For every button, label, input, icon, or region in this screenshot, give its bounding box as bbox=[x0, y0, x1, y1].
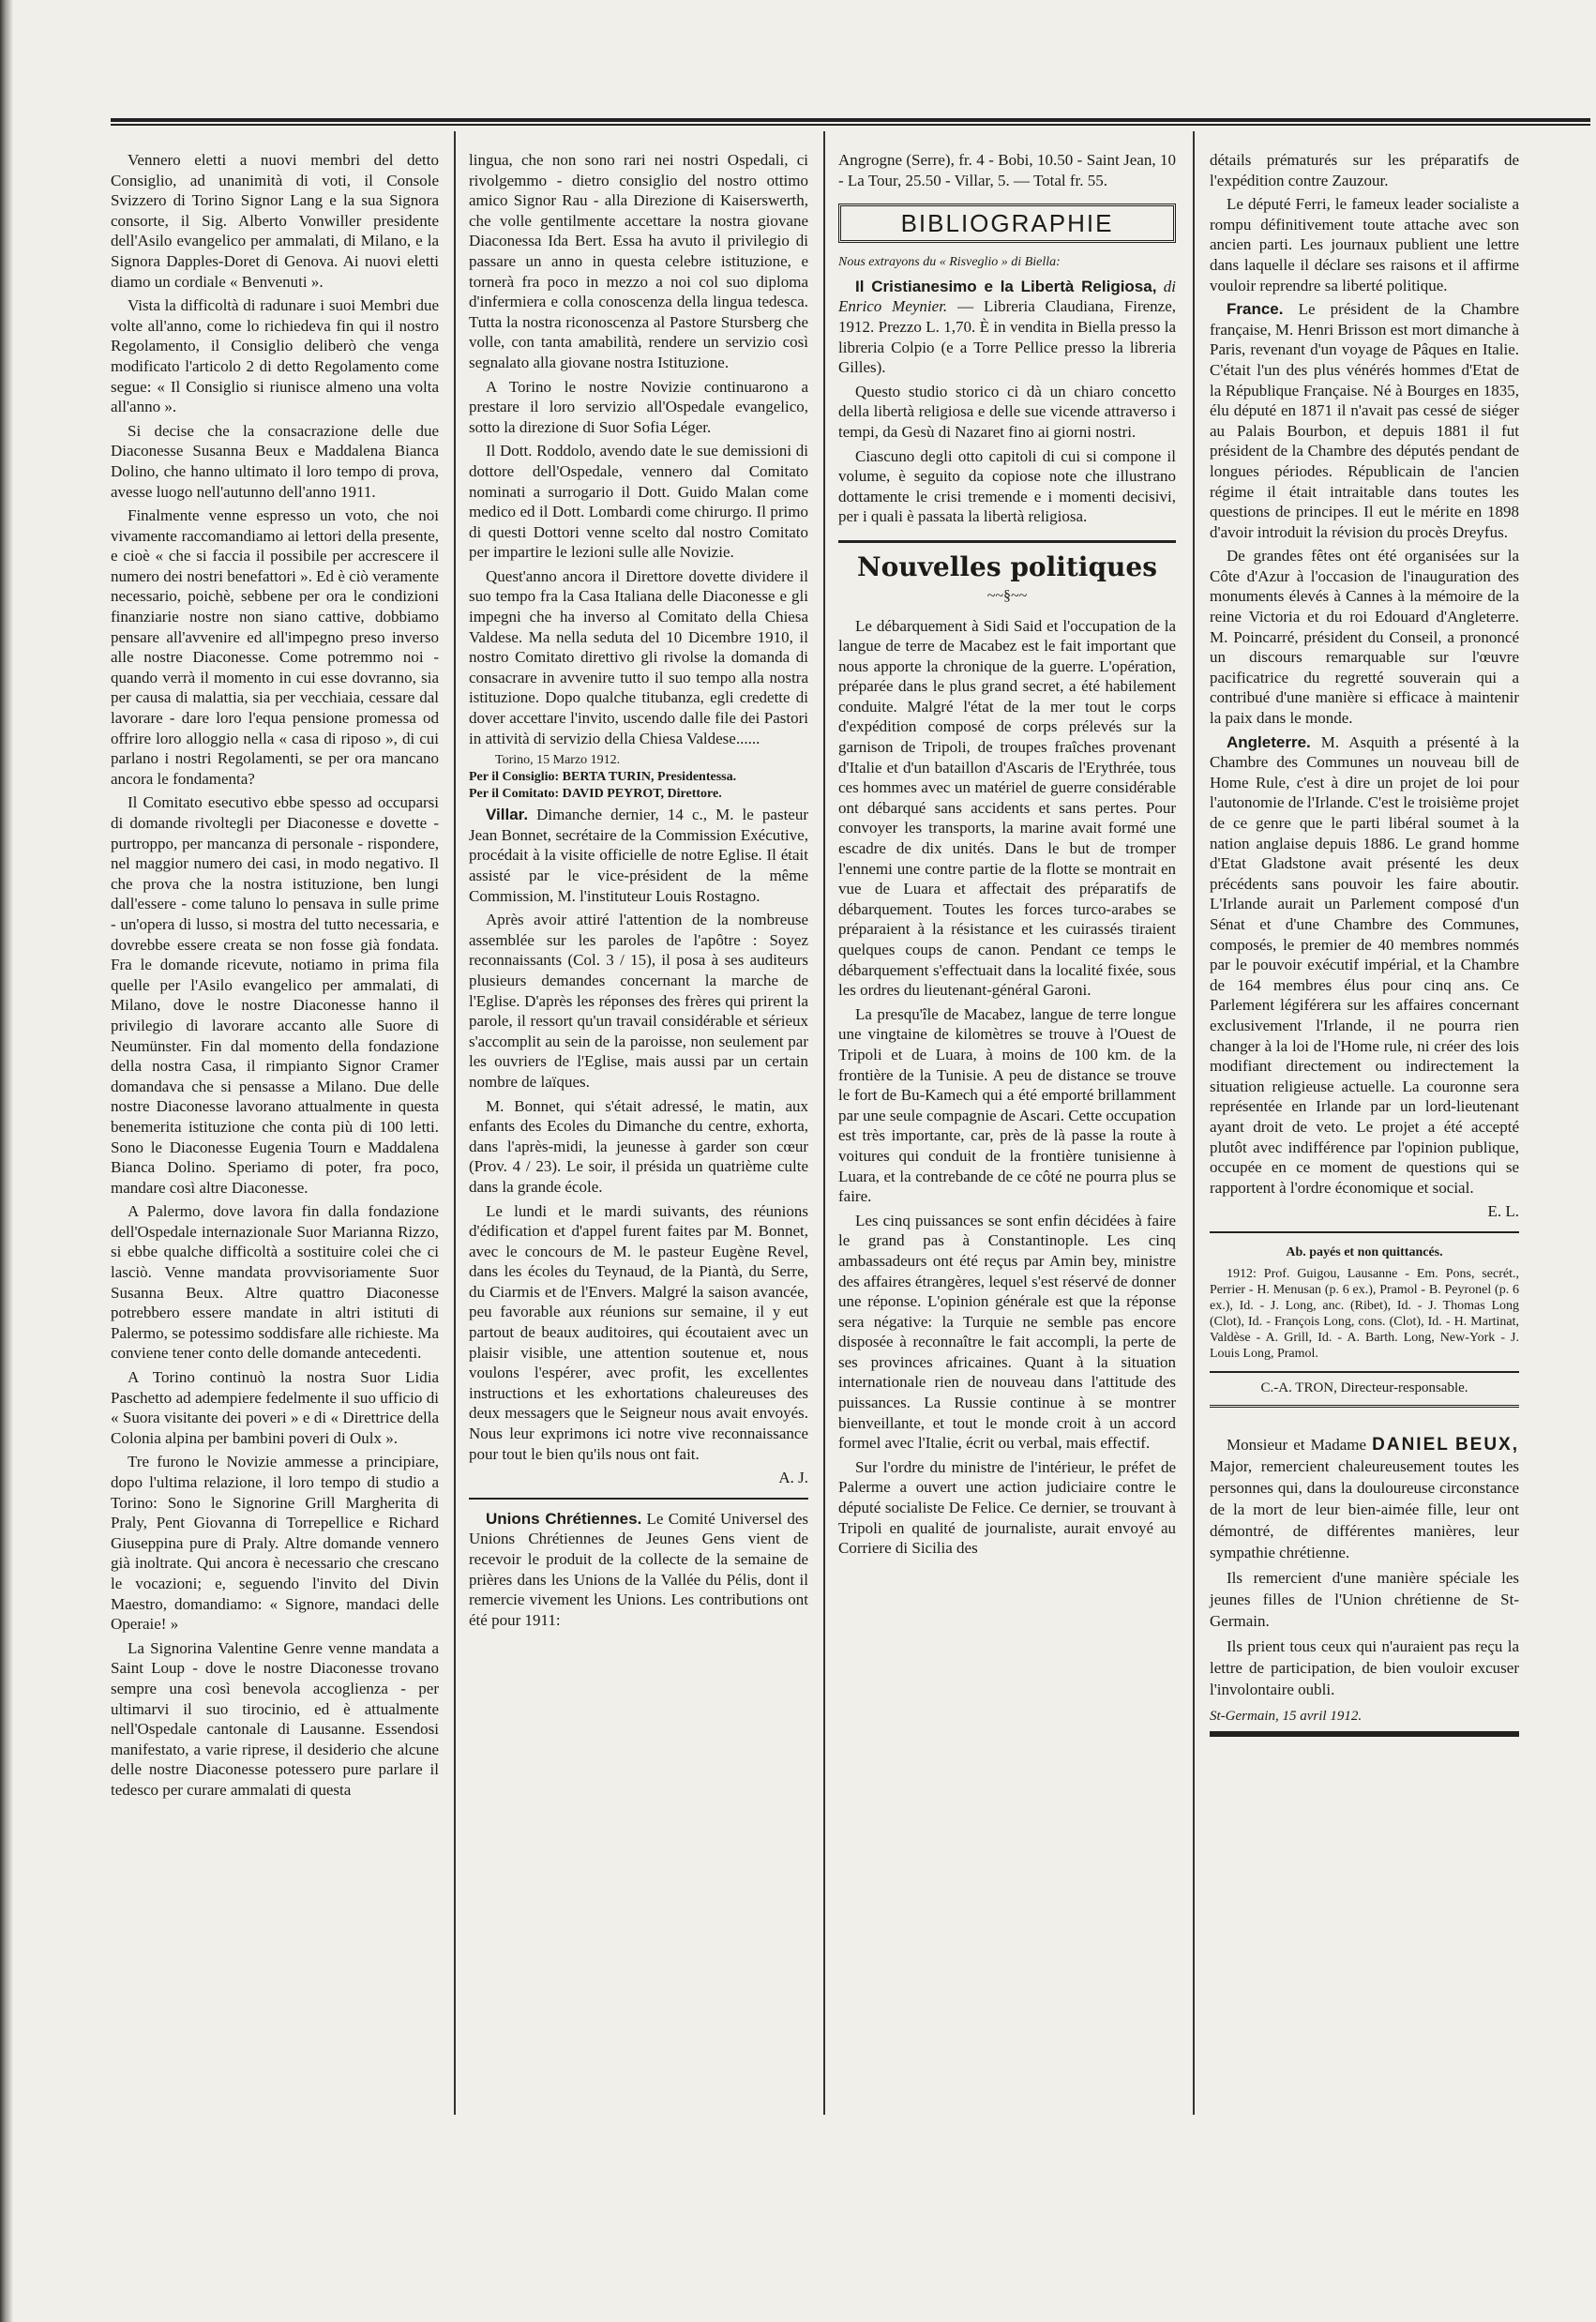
ornament: ~~§~~ bbox=[986, 587, 1028, 604]
column-1 bbox=[111, 150, 439, 1804]
notice-name-first: DANIEL bbox=[1372, 1435, 1450, 1455]
paragraph: Il Dott. Roddolo, avendo date le sue demissioni di dottore dell'Ospedale, vennero dal Comitato nominati a surrogario il Dott. Guido Malan come medico ed il Dott. Lombardi come chirurgo. Il primo di questi Dottori venne scelto dal nostro Comitato per impartire le lezioni sulle alle Novizie. bbox=[469, 442, 808, 562]
paragraph: Les cinq puissances se sont enfin décidées à faire le grand pas à Constantinople. Les cinq ambassadeurs ont été reçus par Amin bey, ministre des affaires étrangères, lequel s'est réservé de donner une réponse. L'opinion générale est que la réponse sera négative: la Turquie ne semble pas encore disposée à reconnaître le fait accompli, la perte de ses provinces africaines. Quant à la situation internationale rien de nouveau dans l'attitude des puissances. La Russie continue à se montrer bienveillante, et tout le monde croit à un accord formel avec l'Italie, écrit ou verbal, mais effectif. bbox=[838, 1211, 1176, 1453]
england-report bbox=[1210, 732, 1519, 1199]
paragraph: A Palermo, dove lavora fin dalla fondazione dell'Ospedale internazionale Suor Marianna Rizzo, si ebbe qualche difficoltà a sostituire colei che ci lasciò. Venne mandata provvisoriamente Suor Susanna Beux. Altre quattro Diaconesse potrebbero essere mandate in altri istituti di Palermo, se potessimo soddisfare alle richieste. Ma conviene tener conto delle domande antecedenti. bbox=[111, 1202, 439, 1363]
column-rule bbox=[823, 131, 825, 2115]
signature-council: Per il Consiglio: BERTA TURIN, Presidentessa. bbox=[469, 770, 737, 785]
header-rule bbox=[111, 118, 1590, 126]
france-heading: France. bbox=[1227, 300, 1284, 319]
subscriptions-heading: Ab. payés et non quittancés. bbox=[1286, 1244, 1443, 1259]
paragraph: Quest'anno ancora il Direttore dovette dividere il suo tempo fra la Casa Italiana delle Diaconesse e gli impegni che ha inverso al Comitato della Chiesa Valdese. Ma nella seduta del 10 Dicembre 1910, il nostro Comitato direttivo gli rivolse la domanda di consacrare in avvenire tutto il suo tempo alla nostra istituzione. Dopo qualche titubanza, egli credette di dover accettare l'invito, uscendo dalle file dei Pastori in attività di servizio della Chiesa Valdese...... bbox=[469, 566, 808, 747]
unions-paragraph: Le Comité Universel des Unions Chrétiennes de Jeunes Gens vient de recevoir le produit de la collecte de la semaine de prières dans les Unions de la Vallée du Pélis, dont il remercie vivement les Unions. Les contributions ont été pour 1911: bbox=[469, 1509, 808, 1629]
paragraph: M. Bonnet, qui s'était adressé, le matin, aux enfants des Ecoles du Dimanche du centre, exhorta, dans l'après-midi, la jeunesse à garder son cœur (Prov. 4 / 23). Le soir, il présida un quatrième culte dans la grande école. bbox=[469, 1096, 808, 1196]
paragraph: Le député Ferri, le fameux leader socialiste a rompu définitivement toute attache avec son ancien parti. Les journaux publient une lettre dans laquelle il déclare ses raisons et il affirme vouloir reprendre sa liberté politique. bbox=[1210, 195, 1519, 294]
england-heading: Angleterre. bbox=[1227, 732, 1311, 751]
paragraph: Le débarquement à Sidi Said et l'occupation de la langue de terre de Macabez est le fait important que nous apporte la chronique de la guerre. L'opération, préparée dans le plus grand secret, a été habilement conduite. Malgré l'état de la mer tout le corps d'expédition composé de corps prélevés sur la garnison de Tripoli, de troupes fraîches provenant d'Italie et d'un bataillon d'Ascaris de l'Erythrée, tous ces hommes avec un matériel de guerre considérable ont débarqué sans accidents et sans pertes. Pour convoyer les transports, la marine avait formé une escadre de dix unités. Dans le but de tromper l'ennemi une contre partie de la flotte se montrait en vue de Luara et affectait des préparatifs de débarquement. Toutes les forces turco-arabes se préparaient à la résistance et les cuirassés tiraient quelques coups de canon. Pendant ce temps le débarquement s'effectuait dans la localité fixée, sous les ordres du lieutenant-général Garoni. bbox=[838, 616, 1176, 1000]
nouvelles-politiques-heading: Nouvelles politiques bbox=[838, 540, 1176, 586]
unions-report bbox=[469, 1509, 808, 1631]
paragraph: Il Comitato esecutivo ebbe spesso ad occuparsi di domande rivoltegli per Diaconesse e dovette - purtroppo, per mancanza di personale - rispondere, nel maggior numero dei casi, in modo negativo. Il che prova che la nostra istituzione, ben lungi dall'essere - come taluno lo pensava in sulle prime - un'opera di lusso, si mostra del tutto necessaria, e dovrebbe essere creata se non fosse già fondata. Fra le domande ricevute, notiamo in prima fila quelle per l'Asilo evangelico per ammalati, di Milano, dove le nostre Diaconesse hanno il privilegio di lavorare accanto alle Suore di Neumünster. Fin dal momento della fondazione della nostra Casa, il rimpianto Signor Cramer domandava che si pensasse a Milano. Due delle nostre Diaconesse lavorano attualmente in questa benemerita istituzione che conta più di 100 letti. Sono le Diaconesse Eugenia Tourn e Maddalena Bianca Dolino. Speriamo di poter, fra poco, mandare così altre Diaconesse. bbox=[111, 793, 439, 1197]
page-edge-shadow bbox=[0, 0, 13, 2322]
france-paragraph: Le président de la Chambre française, M. Henri Brisson est mort dimanche à Paris, revenant d'un voyage de Pâques en Italie. C'était l'un des plus vénérés hommes d'Etat de la République Française. Né à Bourges en 1835, élu député en 1871 il n'avait pas cessé de siéger au Palais Bourbon, et depuis 1881 il fut président de la Chambre des députés pendant de longues périodes. Républicain de l'ancien régime il était intraitable dans toutes les questions de principes. Il eut le mérite en 1898 d'avoir introduit la révision du procès Dreyfus. bbox=[1210, 300, 1520, 541]
notice-paragraph: Ils prient tous ceux qui n'auraient pas reçu la lettre de participation, de bien vouloir excuser l'involontaire oubli. bbox=[1210, 1637, 1519, 1699]
france-report bbox=[1210, 299, 1519, 542]
section-divider bbox=[1210, 1231, 1519, 1233]
paragraph: Le lundi et le mardi suivants, des réunions d'édification et d'appel furent faites par M. Bonnet, avec le concours de M. le pasteur Eugène Revel, dans les écoles du Teynaud, de la Piantà, du Serre, du Ciarmis et de l'Envers. Malgré la saison avancée, peu favorable aux réunions sur semaine, il y eut partout de beaux auditoires, qui écoutaient avec un plaisir visible, une attention soutenue et, nous voulons l'espérer, avec profit, les excellentes instructions et les exhortations chaleureuses des deux messagers que le Seigneur nous avait envoyés. Nous leur exprimons ici notre vive reconnaissance pour tout le bien qu'ils nous ont fait. bbox=[469, 1201, 808, 1463]
paragraph: Après avoir attiré l'attention de la nombreuse assemblée sur les paroles de l'apôtre : Soyez reconnaissants (Col. 3 / 15), il posa à ses auditeurs plusieurs demandes concernant la marche de l'Eglise. D'après les réponses des frères qui prirent la parole, il ressort qu'un travail considérable et sérieux s'accomplit au sein de la paroisse, non seulement par les ouvriers de l'Eglise, mais aussi par un certain nombre de laïques. bbox=[469, 911, 808, 1091]
villar-report bbox=[469, 805, 808, 906]
unions-heading: Unions Chrétiennes. bbox=[486, 1509, 642, 1528]
bibliographie-intro: Nous extrayons du « Risveglio » di Biella: bbox=[838, 255, 1061, 270]
director-line: C.-A. TRON, Directeur-responsable. bbox=[1210, 1371, 1519, 1408]
paragraph: Si decise che la consacrazione delle due Diaconesse Susanna Beux e Maddalena Bianca Dolino, che hanno ultimato il loro tempo di prova, avesse luogo nell'autunno dell'anno 1911. bbox=[111, 421, 439, 501]
signature-date: Torino, 15 Marzo 1912. bbox=[495, 753, 621, 768]
notice-paragraph bbox=[1210, 1434, 1519, 1563]
paragraph: Sur l'ordre du ministre de l'intérieur, le préfet de Palerme a ouvert une action judiciaire contre le député socialiste De Felice. Ce dernier, se trouvant à Tripoli en qualité de journaliste, aurait envoyé au Corriere di Sicilia des bbox=[838, 1457, 1176, 1558]
paragraph: Tre furono le Novizie ammesse a principiare, dopo l'ultima relazione, il loro tempo di studio a Torino: Sono le Signorine Grill Margherita di Praly, Pent Giovanna di Torrepellice e Richard Giuseppina pure di Praly. Altre domande vennero già inoltrate. Qui ancora è necessario che crescano le vocazioni; e, seguendo l'invito del Divin Maestro, domandiamo: « Signore, mandaci delle Operaie! » bbox=[111, 1453, 439, 1634]
paragraph: A Torino le nostre Novizie continuarono a prestare il loro servizio all'Ospedale evangelico, sotto la direzione di Suor Sofia Léger. bbox=[469, 377, 808, 436]
villar-initials: A. J. bbox=[778, 1469, 808, 1487]
thanks-notice bbox=[1210, 1434, 1519, 1737]
subscriptions-list: 1912: Prof. Guigou, Lausanne - Em. Pons, secrét., Perrier - H. Menusan (p. 6 ex.), Pramol - B. Peyronel (p. 6 ex.), Id. - J. Long, anc. (Ribet), Id. - J. Thomas Long (Clot), Id. - François Long, cons. (Clot), Id. - H. Martinat, Valdèse - A. Grill, Id. - A. Barth. Long, New-York - J. Louis Long, Pramol. bbox=[1210, 1267, 1519, 1362]
column-2 bbox=[469, 150, 808, 1634]
paragraph: Finalmente venne espresso un voto, che noi vivamente raccomandiamo ai lettori della presente, e cioè « che si faccia il possibile per accrescere il numero dei nostri benefattori ». Ed è ciò veramente necessario, poichè, sebbene per ora le condizioni finanziarie nostre non siano cattive, dobbiamo pensare all'avvenire ed all'impegno preso inverso alle nostre Diaconesse. Come potremmo noi - quando verrà il momento in cui esse dovranno, sia per causa di malattia, sia per vecchiaia, cessare dal lavorare - dare loro l'equa pensione promessa od offrire loro alloggio nella « casa di riposo », di cui parlano i nostri Regolamenti, se per ora mancano ancora le fondamenta? bbox=[111, 506, 439, 788]
contributions-list: Angrogne (Serre), fr. 4 - Bobi, 10.50 - Saint Jean, 10 - La Tour, 25.50 - Villar, 5. — Total fr. 55. bbox=[838, 151, 1176, 189]
book-details: — Libreria Claudiana, Firenze, 1912. Prezzo L. 1,70. È in vendita in Biella presso la libreria Colpio (e a Torre Pellice presso la libreria Gilles). bbox=[838, 297, 1176, 377]
notice-date: St-Germain, 15 avril 1912. bbox=[1210, 1709, 1363, 1725]
notice-body: Major, remercient chaleureusement toutes les personnes qui, dans la douloureuse circonstance de la mort de leur bien-aimée fille, leur ont démontré, de différentes manières, leur sympathie chrétienne. bbox=[1210, 1457, 1519, 1562]
book-author: di Enrico Meynier. bbox=[838, 277, 1177, 316]
book-title: Il Cristianesimo e la Libertà Religiosa, bbox=[855, 277, 1157, 295]
paragraph: Questo studio storico ci dà un chiaro concetto della libertà religiosa e delle sue vicende attraverso i tempi, da Gesù di Nazaret fino ai giorni nostri. bbox=[838, 382, 1176, 441]
notice-paragraph: Ils remercient d'une manière spéciale les jeunes filles de l'Union chrétienne de St-Germain. bbox=[1210, 1569, 1519, 1631]
paragraph: La Signorina Valentine Genre venne mandata a Saint Loup - dove le nostre Diaconesse trovano sempre una così benevola accoglienza - per ultimarvi il suo tirocinio, ed è attualmente nell'Ospedale cantonale di Lausanne. Essendosi manifestato, a varie riprese, il desiderio che alcune delle nostre Diaconesse potessero pure parlare il tedesco per curare ammalati di questa bbox=[111, 1638, 439, 1799]
paragraph: A Torino continuò la nostra Suor Lidia Paschetto ad adempiere fedelmente il suo ufficio di « Suora visitante dei poveri » e di « Direttrice della Colonia alpina per bambini poveri di Oulx ». bbox=[111, 1368, 439, 1447]
paragraph: Vista la difficoltà di radunare i suoi Membri due volte all'anno, come lo richiedeva fin qui il nostro Regolamento, il Consiglio deliberò che venga modificato l'articolo 2 di detto Regolamento come segue: « Il Consiglio si riunisce almeno una volta all'anno ». bbox=[111, 296, 439, 416]
notice-name-last: BEUX, bbox=[1454, 1435, 1520, 1455]
section-divider bbox=[469, 1498, 808, 1500]
bibliographie-heading: BIBLIOGRAPHIE bbox=[838, 204, 1176, 243]
footer-rule bbox=[1210, 1731, 1519, 1737]
notice-salutation: Monsieur et Madame bbox=[1227, 1436, 1367, 1455]
column-3 bbox=[838, 150, 1176, 1562]
paragraph: Vennero eletti a nuovi membri del detto Consiglio, ad unanimità di voti, il Console Svizzero di Torino Signor Lang e la sua Signora consorte, il Sig. Alberto Vonwiller presidente dell'Asilo evangelico per ammalati, di Milano, e la Signora Dapples-Doret di Genova. Ai nuovi eletti diamo un cordiale « Benvenuti ». bbox=[111, 151, 439, 291]
paragraph: lingua, che non sono rari nei nostri Ospedali, ci rivolgemmo - dietro consiglio del nostro ottimo amico Signor Rau - alla Direzione di Kaiserswerth, che volle gentilmente accettare la nostra giovane Diaconessa Ida Bert. Essa ha avuto il privilegio di passare un anno in questa celebre istituzione, e tornerà fra poco in mezzo a noi col suo diploma d'infermiera e colla conoscenza della lingua tedesca. Tutta la nostra riconoscenza al Pastore Stursberg che volle, con tanta amabilità, rendere un servizio così segnalato alla giovane nostra Istituzione. bbox=[469, 151, 808, 371]
paragraph: Ciascuno degli otto capitoli di cui si compone il volume, è seguito da copiose note che illustrano dottamente le crisi tremende e i momenti decisivi, per i quali è passata la libertà religiosa. bbox=[838, 446, 1176, 526]
paragraph: De grandes fêtes ont été organisées sur la Côte d'Azur à l'occasion de l'inauguration des monuments élevés à Cannes à la mémoire de la reine Victoria et du roi Edouard d'Angleterre. M. Poincarré, président du Conseil, a prononcé un discours remarquable sur l'œuvre pacificatrice du regretté souverain qui a contribué d'une manière si efficace à maintenir la paix dans le monde. bbox=[1210, 547, 1519, 728]
column-rule bbox=[1193, 131, 1195, 2115]
england-paragraph: M. Asquith a présenté à la Chambre des Communes un nouveau bill de Home Rule, c'est à dire un projet de loi pour l'autonomie de l'Irlande. C'est le troisième projet de ce genre que le parti libéral soumet à la nation anglaise depuis 1886. Le grand homme d'Etat Gladstone avait présenté les deux précédents sans pouvoir les faire aboutir. L'Irlande aurait un Parlement composé d'un Sénat et d'une Chambre des Communes, composés, le premier de 40 membres nommés par le pouvoir exécutif impérial, et la Chambre de 164 membres élus pour cinq ans. Ce Parlement légiférera sur les affaires concernant exclusivement l'Irlande, il ne pourra rien changer à la loi de l'Home rule, ni créer des lois modifiant directement ou indirectement la situation religieuse actuelle. La couronne sera représentée en Irlande par un lord-lieutenant ayant droit de veto. Le projet a été accepté plutôt avec indifférence par l'opinion publique, occupée en ce moment de questions qui se rapportent à l'ordre économique et social. bbox=[1210, 732, 1519, 1197]
paragraph: détails prématurés sur les préparatifs de l'expédition contre Zauzour. bbox=[1210, 151, 1519, 189]
signature-committee: Per il Comitato: DAVID PEYROT, Direttore. bbox=[469, 787, 722, 802]
column-4 bbox=[1210, 150, 1519, 1737]
villar-paragraph: Dimanche dernier, 14 c., M. le pasteur Jean Bonnet, secrétaire de la Commission Exécutive, procédait à la visite officielle de notre Eglise. Il était assisté par le vice-président de la même Commission, M. l'instituteur Louis Rostagno. bbox=[469, 806, 809, 905]
book-entry bbox=[838, 277, 1176, 378]
paragraph: La presqu'île de Macabez, langue de terre longue une vingtaine de kilomètres se trouve à l'Ouest de Tripoli et de Luara, à moins de 100 km. de la frontière de la Tunisie. A peu de distance se trouve le fort de Bu-Kamech qui a été emporté brillamment par une seule compagnie de Ascari. Cette occupation est très importante, car, près de là passe la route à voitures qui conduit de la frontière tunisienne à Luara, et la contrebande de ce côté ne pourra plus se faire. bbox=[838, 1004, 1176, 1206]
england-initials: E. L. bbox=[1487, 1202, 1519, 1221]
column-rule bbox=[454, 131, 456, 2115]
villar-heading: Villar. bbox=[486, 806, 529, 824]
signature-block bbox=[469, 752, 808, 803]
